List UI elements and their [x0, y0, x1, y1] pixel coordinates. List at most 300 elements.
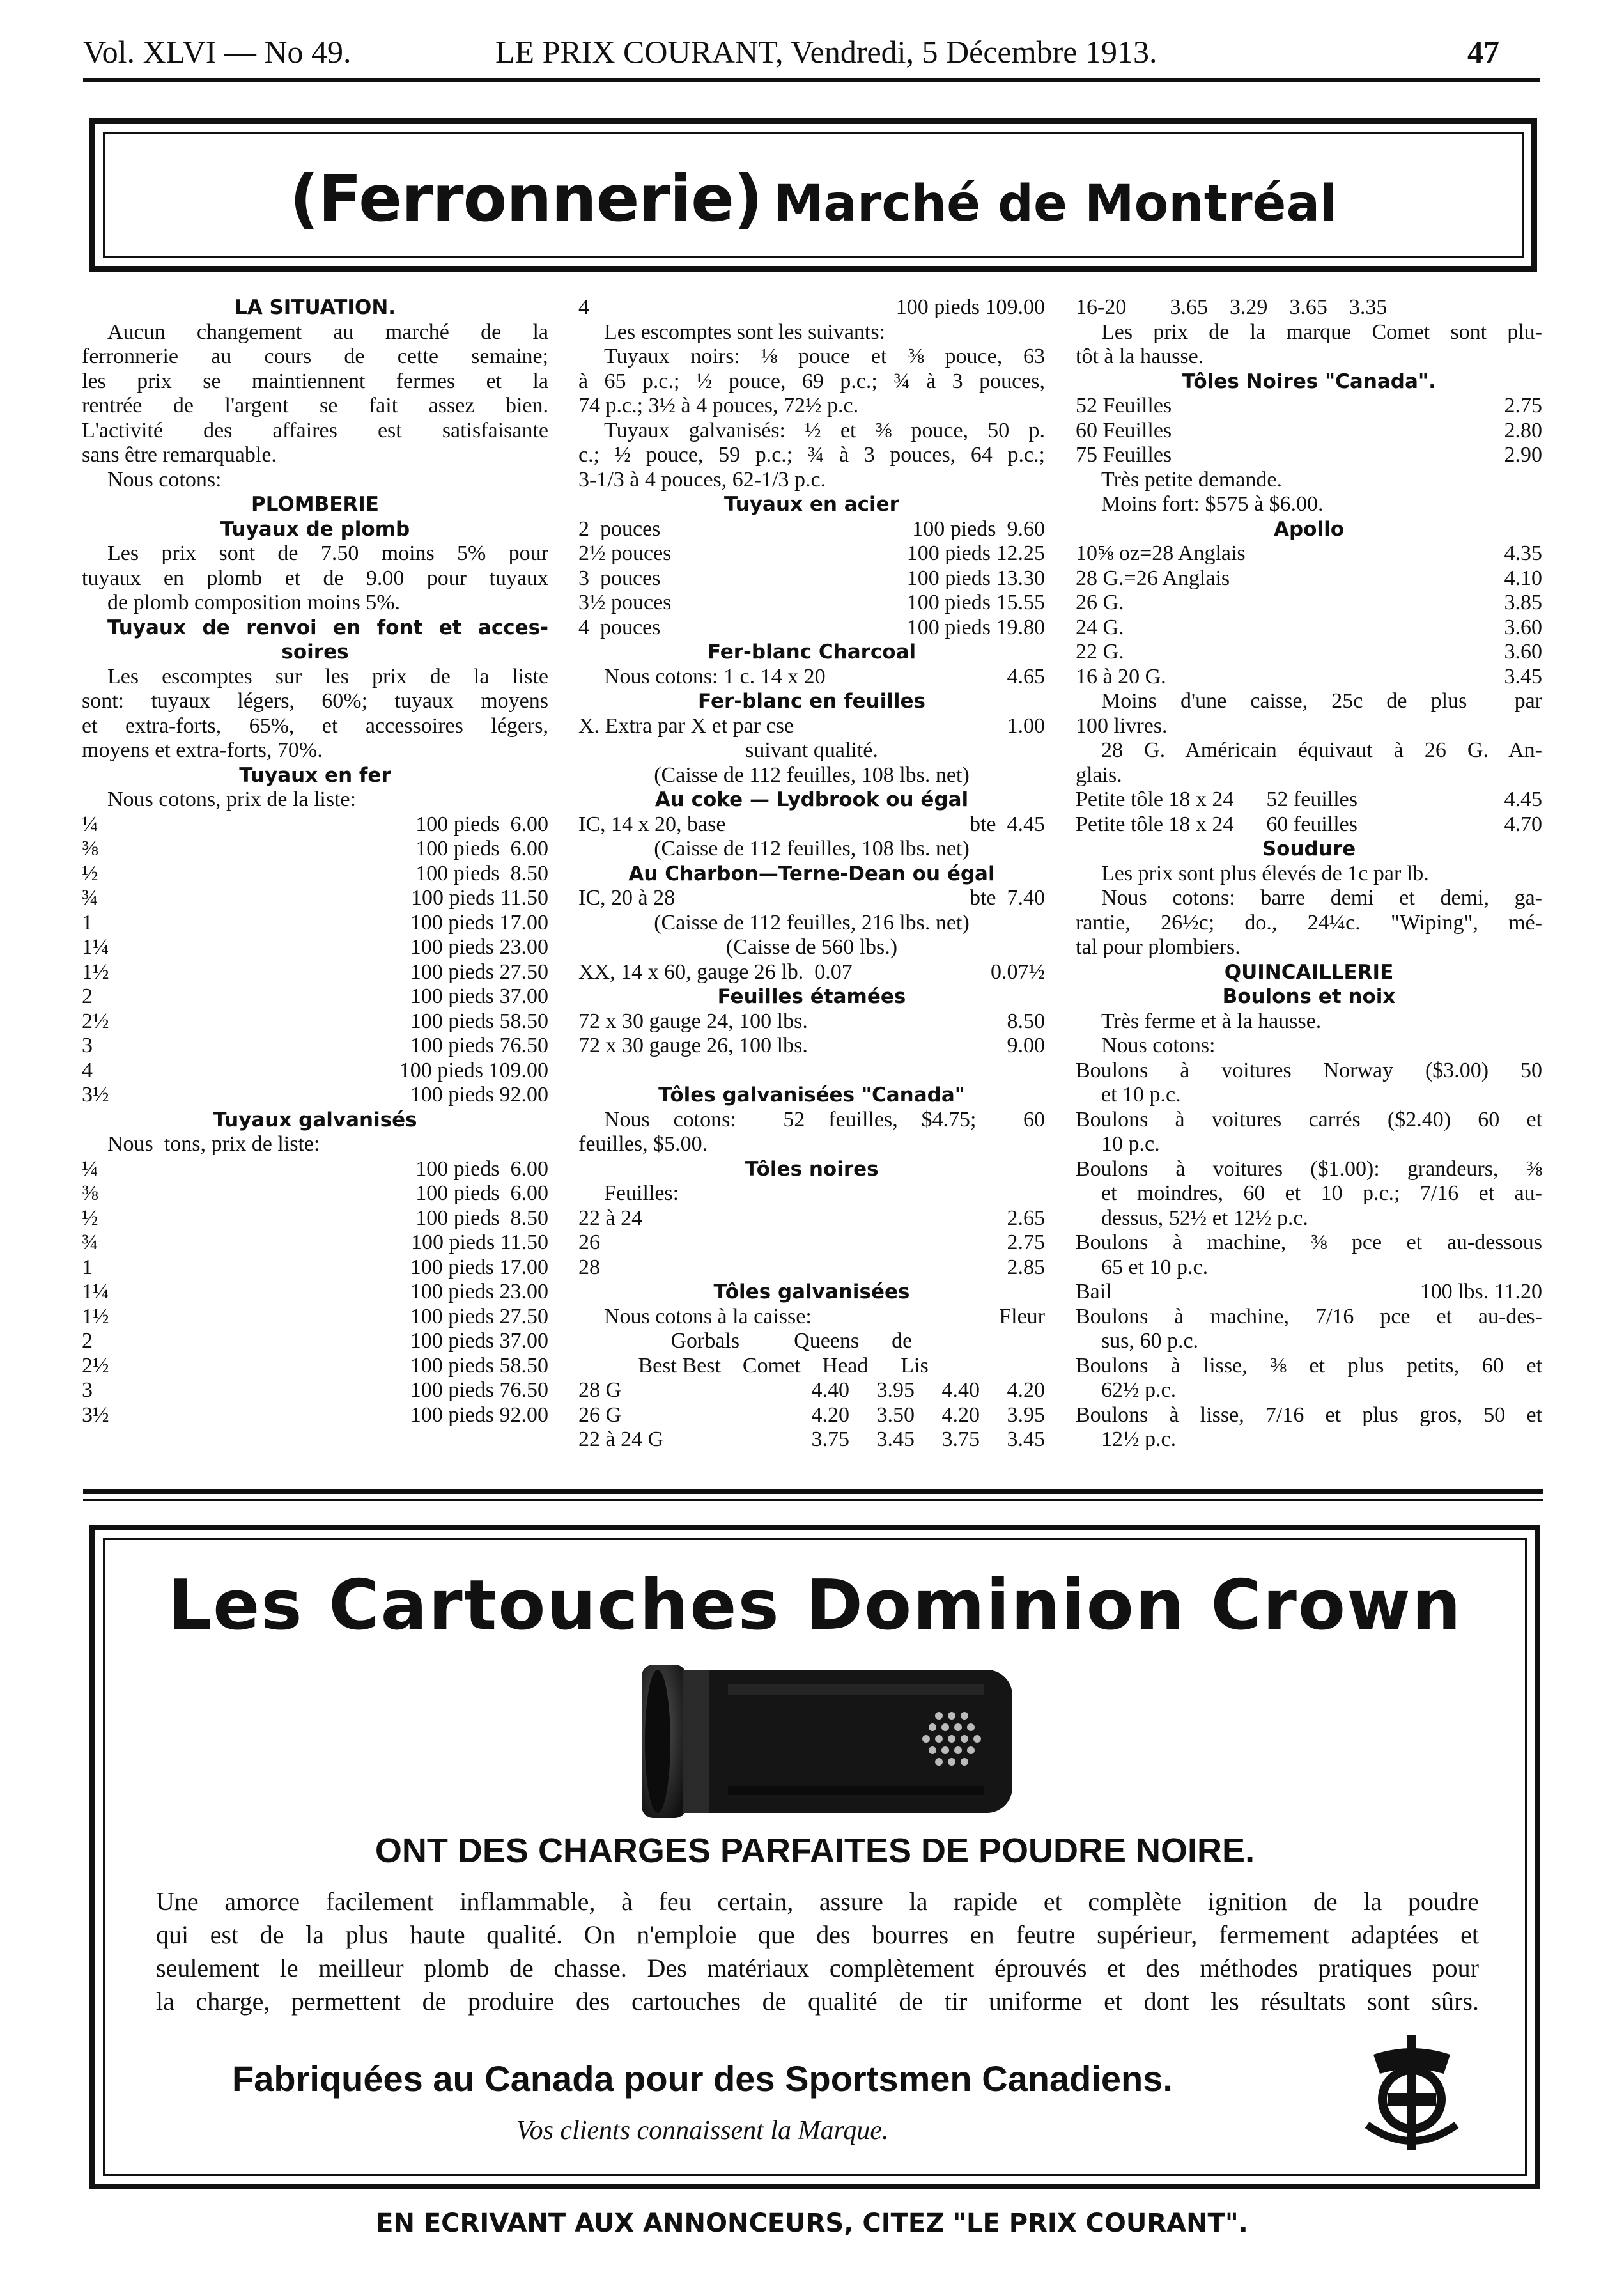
text-line — [578, 1206, 1045, 1231]
price-value: 100 pieds 37.00 — [410, 984, 548, 1008]
text-line — [1076, 837, 1542, 862]
line-text: Fer-blanc en feuilles — [698, 690, 925, 713]
line-text: 65 et 10 p.c. — [1101, 1255, 1209, 1279]
text-line — [82, 862, 548, 887]
text-line — [82, 1009, 548, 1034]
text-line — [1076, 1305, 1542, 1330]
text-line — [1076, 1403, 1542, 1428]
price-value: 100 pieds 58.50 — [410, 1353, 548, 1378]
text-line — [578, 714, 1045, 739]
text-line — [1076, 714, 1542, 739]
line-text: de plomb composition moins 5%. — [107, 591, 401, 614]
line-text: 28 G.=26 Anglais — [1076, 566, 1230, 590]
line-text: 16 à 20 G. — [1076, 664, 1166, 688]
text-line — [1076, 788, 1542, 813]
line-text: Les prix de la marque Comet sont plu- — [1101, 320, 1542, 344]
price-value: 100 pieds 6.00 — [415, 1181, 548, 1205]
text-line — [82, 541, 548, 566]
line-text: Tuyaux en acier — [724, 493, 899, 516]
price-value: 100 pieds 11.50 — [410, 1231, 548, 1254]
text-line — [1076, 1280, 1542, 1305]
text-line — [1076, 320, 1542, 345]
text-line — [82, 738, 548, 763]
line-text: Feuilles: — [604, 1181, 679, 1205]
price-value: 100 pieds 8.50 — [415, 1206, 548, 1230]
text-line — [578, 443, 1045, 468]
text-line — [1076, 616, 1542, 641]
text-line — [82, 1231, 548, 1256]
line-text: (Caisse de 560 lbs.) — [725, 935, 898, 959]
line-text: Très petite demande. — [1101, 467, 1282, 492]
price-value: 100 pieds 17.00 — [410, 910, 548, 935]
text-line — [578, 911, 1045, 936]
text-line — [1076, 394, 1542, 419]
text-line — [578, 1108, 1045, 1133]
text-line — [578, 813, 1045, 837]
price-value: Fleur — [999, 1304, 1045, 1328]
price-value: 100 pieds 13.30 — [906, 566, 1045, 590]
line-text: rantie, 26½c; do., 24¼c. "Wiping", mé- — [1076, 910, 1542, 935]
line-text: 4 — [82, 1058, 93, 1082]
text-line — [82, 394, 548, 419]
text-line — [1076, 1206, 1542, 1231]
line-text: (Caisse de 112 feuilles, 108 lbs. net) — [654, 763, 970, 787]
text-line — [1076, 1108, 1542, 1133]
line-text: 60 Feuilles — [1076, 418, 1172, 442]
price-value: 100 pieds 11.50 — [410, 886, 548, 910]
line-text: Moins fort: $575 à $6.00. — [1101, 492, 1324, 516]
text-line — [82, 1181, 548, 1206]
price-value: 100 pieds 17.00 — [410, 1255, 548, 1279]
line-text: Tôles Noires "Canada". — [1182, 369, 1436, 393]
line-text: 10 p.c. — [1101, 1132, 1160, 1156]
line-text: ⅜ — [82, 837, 98, 860]
text-line — [578, 1329, 1045, 1354]
price-value: 3.60 — [1504, 615, 1542, 639]
price-value: 100 lbs. 11.20 — [1419, 1280, 1542, 1303]
text-line — [82, 566, 548, 591]
text-line — [1076, 960, 1542, 985]
header-rule — [83, 78, 1540, 82]
price-value: 3.85 — [1504, 591, 1542, 614]
section-title-main: (Ferronnerie) — [290, 161, 762, 236]
text-line — [578, 1181, 1045, 1206]
text-line — [82, 813, 548, 837]
price-value: 9.00 — [1007, 1034, 1045, 1057]
line-text: 4 — [578, 295, 589, 319]
price-value: 2.65 — [1007, 1206, 1045, 1230]
text-line — [82, 763, 548, 788]
line-text: (Caisse de 112 feuilles, 216 lbs. net) — [654, 910, 970, 935]
text-line — [82, 320, 548, 345]
text-line — [578, 345, 1045, 369]
text-line — [578, 862, 1045, 887]
price-value: 100 pieds 6.00 — [415, 1156, 548, 1181]
line-text: Boulons à voitures carrés ($2.40) 60 et — [1076, 1107, 1542, 1131]
text-line — [578, 566, 1045, 591]
column-left — [82, 295, 548, 1427]
line-text: suivant qualité. — [745, 738, 878, 762]
text-line — [1076, 345, 1542, 369]
text-line — [578, 665, 1045, 690]
line-text: Boulons à lisse, 7/16 et plus gros, 50 et — [1076, 1403, 1542, 1427]
text-line — [1076, 689, 1542, 714]
line-text: Tuyaux noirs: ⅛ pouce et ⅜ pouce, 63 — [604, 345, 1045, 368]
price-value: 100 pieds 23.00 — [410, 1280, 548, 1303]
line-text: ¼ — [82, 1156, 98, 1181]
text-line — [1076, 665, 1542, 690]
line-text: LA SITUATION. — [234, 296, 396, 319]
text-line — [578, 1378, 1045, 1403]
line-text: Tôles galvanisées "Canada" — [658, 1084, 965, 1107]
text-line — [82, 935, 548, 960]
ad-tagline: Fabriquées au Canada pour des Sportsmen Canadiens. — [232, 2058, 1173, 2099]
price-value: 4.35 — [1504, 541, 1542, 565]
line-text: 2½ — [82, 1353, 109, 1378]
line-text: rentrée de l'argent se fait assez bien. — [82, 394, 548, 417]
line-text: QUINCAILLERIE — [1224, 960, 1394, 984]
line-text: 2 pouces — [578, 517, 661, 541]
text-line — [82, 369, 548, 394]
text-line — [578, 1427, 1045, 1452]
line-text: tôt à la hausse. — [1076, 345, 1204, 368]
line-text: 1 — [82, 1255, 93, 1279]
price-value: 4.10 — [1504, 566, 1542, 590]
line-text: Petite tôle 18 x 24 52 feuilles — [1076, 788, 1357, 811]
price-value: 100 pieds 6.00 — [415, 812, 548, 836]
text-line — [578, 738, 1045, 763]
line-text: Boulons à machine, 7/16 pce et au-des- — [1076, 1304, 1542, 1328]
text-line — [82, 1378, 548, 1403]
line-text: Apollo — [1273, 517, 1345, 541]
text-line — [578, 320, 1045, 345]
line-text: Nous cotons: — [107, 467, 222, 492]
text-line — [578, 640, 1045, 665]
line-text: 2 — [82, 1329, 93, 1353]
text-line — [578, 419, 1045, 444]
line-text: Nous cotons à la caisse: — [604, 1304, 812, 1328]
price-value: 100 pieds 12.25 — [906, 541, 1045, 565]
text-line — [82, 1108, 548, 1133]
text-line — [1076, 1256, 1542, 1280]
text-line — [1076, 1329, 1542, 1354]
text-line — [82, 1280, 548, 1305]
text-line — [578, 1403, 1045, 1428]
line-text: Nous cotons: 1 c. 14 x 20 — [604, 664, 826, 688]
column-middle — [578, 295, 1045, 1452]
text-line — [578, 591, 1045, 616]
line-text: Boulons à voitures ($1.00): grandeurs, ⅜ — [1076, 1156, 1542, 1181]
price-value: 4.20 3.50 4.20 3.95 — [811, 1403, 1045, 1427]
page-number: 47 — [1467, 34, 1499, 70]
line-text: ½ — [82, 1206, 98, 1230]
journal-dateline: LE PRIX COURANT, Vendredi, 5 Décembre 1913. — [495, 34, 1157, 70]
line-text: ½ — [82, 861, 98, 885]
text-line — [82, 665, 548, 690]
text-line — [82, 295, 548, 320]
line-text: 4 pouces — [578, 615, 661, 639]
line-text: PLOMBERIE — [251, 493, 379, 516]
price-value: 4.40 3.95 4.40 4.20 — [811, 1378, 1045, 1402]
line-text: 28 G. Américain équivaut à 26 G. An- — [1101, 738, 1542, 762]
text-line — [1076, 813, 1542, 837]
line-text: 62½ p.c. — [1101, 1378, 1177, 1402]
line-text: Feuilles étamées — [717, 985, 906, 1008]
text-line — [82, 886, 548, 911]
line-text: Tuyaux de plomb — [220, 517, 410, 541]
line-text: Boulons et noix — [1222, 985, 1396, 1008]
text-line — [578, 1132, 1045, 1157]
section-banner — [89, 118, 1537, 272]
text-line — [1076, 1378, 1542, 1403]
text-line — [578, 295, 1045, 320]
price-value: 3.75 3.45 3.75 3.45 — [811, 1427, 1045, 1451]
text-line — [1076, 738, 1542, 763]
text-line — [578, 1009, 1045, 1034]
text-line — [1076, 1427, 1542, 1452]
line-text: glais. — [1076, 763, 1122, 787]
price-value: bte 4.45 — [969, 812, 1045, 836]
text-line — [1076, 369, 1542, 394]
price-value: 3.60 — [1504, 640, 1542, 664]
line-text: Tôles galvanisées — [713, 1280, 910, 1303]
ad-subtitle: ONT DES CHARGES PARFAITES DE POUDRE NOIRE. — [375, 1831, 1255, 1870]
ad-body-line: qui est de la plus haute qualité. On n'emploie que des bourres en feutre supérieur, fermement adaptées et — [156, 1920, 1479, 1949]
text-line — [82, 616, 548, 641]
text-line — [82, 345, 548, 369]
text-line — [1076, 1231, 1542, 1256]
text-line — [578, 935, 1045, 960]
price-value: 100 pieds 76.50 — [410, 1034, 548, 1057]
price-value: 100 pieds 15.55 — [906, 591, 1045, 614]
text-line — [1076, 1009, 1542, 1034]
text-line — [82, 1083, 548, 1108]
line-text: 3½ — [82, 1083, 109, 1107]
price-value: 4.45 — [1504, 788, 1542, 811]
line-text: 22 à 24 — [578, 1206, 643, 1230]
line-text: Soudure — [1262, 837, 1356, 860]
price-value: 0.07½ — [991, 960, 1045, 984]
text-line — [82, 419, 548, 444]
text-line — [1076, 886, 1542, 911]
line-text: 16-20 3.65 3.29 3.65 3.35 — [1076, 295, 1388, 319]
price-value: 100 pieds 27.50 — [410, 1304, 548, 1328]
line-text: Aucun changement au marché de la — [107, 320, 548, 344]
text-line — [578, 1231, 1045, 1256]
line-text: Boulons à lisse, ⅜ et plus petits, 60 et — [1076, 1353, 1542, 1378]
text-line — [1076, 763, 1542, 788]
price-value: 100 pieds 58.50 — [410, 1009, 548, 1033]
section-title-sub: Marché de Montréal — [773, 175, 1337, 233]
text-line — [1076, 1157, 1542, 1182]
line-text: 2½ pouces — [578, 541, 672, 565]
price-value: 100 pieds 23.00 — [410, 935, 548, 959]
line-text: Gorbals Queens de — [578, 1329, 913, 1353]
footer-notice: EN ECRIVANT AUX ANNONCEURS, CITEZ "LE PRIX COURANT". — [376, 2209, 1248, 2238]
text-line — [1076, 1059, 1542, 1084]
text-line — [578, 886, 1045, 911]
line-text: Tuyaux en fer — [239, 763, 391, 787]
text-line — [1076, 468, 1542, 493]
text-line — [82, 960, 548, 985]
price-value: 100 pieds 8.50 — [415, 861, 548, 885]
line-text: soires — [281, 641, 349, 664]
text-line — [578, 1059, 1045, 1084]
text-line — [82, 689, 548, 714]
section-title — [95, 161, 1531, 236]
text-line — [1076, 1181, 1542, 1206]
text-line — [1076, 517, 1542, 542]
text-line — [1076, 443, 1542, 468]
line-text: c.; ½ pouce, 59 p.c.; ¾ à 3 pouces, 64 p.c.; — [578, 443, 1045, 467]
price-value: 100 pieds 37.00 — [410, 1329, 548, 1353]
line-text: Tuyaux galvanisés — [213, 1108, 417, 1131]
line-text: 100 livres. — [1076, 713, 1168, 738]
line-text: sans être remarquable. — [82, 443, 277, 467]
line-text: ferronnerie au cours de cette semaine; — [82, 345, 548, 368]
text-line — [578, 763, 1045, 788]
line-text: Tuyaux de renvoi en font et acces- — [107, 616, 548, 639]
text-line — [1076, 935, 1542, 960]
line-text: tal pour plombiers. — [1076, 935, 1241, 959]
line-text: 1 — [82, 910, 93, 935]
text-line — [82, 1305, 548, 1330]
price-value: 100 pieds 19.80 — [906, 615, 1045, 639]
text-line — [578, 837, 1045, 862]
line-text: Tuyaux galvanisés: ½ et ⅜ pouce, 50 p. — [604, 418, 1045, 442]
price-value: 100 pieds 27.50 — [410, 960, 548, 984]
line-text: XX, 14 x 60, gauge 26 lb. 0.07 — [578, 960, 853, 984]
line-text: ¾ — [82, 1231, 98, 1254]
line-text: Les prix sont plus élevés de 1c par lb. — [1101, 861, 1429, 885]
text-line — [82, 714, 548, 739]
text-line — [82, 468, 548, 493]
text-line — [82, 837, 548, 862]
text-line — [578, 689, 1045, 714]
line-text: moyens et extra-forts, 70%. — [82, 738, 323, 762]
line-text: 26 G. — [1076, 591, 1124, 614]
text-line — [82, 1034, 548, 1059]
line-text: tuyaux en plomb et de 9.00 pour tuyaux — [82, 566, 548, 590]
line-text: 3½ pouces — [578, 591, 672, 614]
line-text: et extra-forts, 65%, et accessoires légers, — [82, 713, 548, 738]
text-line — [1076, 541, 1542, 566]
ad-slogan: Vos clients connaissent la Marque. — [516, 2116, 889, 2145]
text-line — [82, 640, 548, 665]
text-line — [578, 468, 1045, 493]
text-line — [82, 1132, 548, 1157]
text-line — [82, 517, 548, 542]
ad-title: Les Cartouches Dominion Crown — [167, 1566, 1462, 1645]
price-value: 2.90 — [1504, 443, 1542, 467]
text-line — [82, 1329, 548, 1354]
text-line — [578, 984, 1045, 1009]
line-text: 22 à 24 G — [578, 1427, 664, 1451]
text-line — [578, 369, 1045, 394]
line-text: Les escomptes sur les prix de la liste — [107, 664, 548, 688]
text-line — [1076, 566, 1542, 591]
line-text: Tôles noires — [745, 1157, 879, 1181]
price-value: 100 pieds 76.50 — [410, 1378, 548, 1402]
line-text: L'activité des affaires est satisfaisante — [82, 418, 548, 442]
price-value: 1.00 — [1007, 713, 1045, 738]
text-line — [82, 1157, 548, 1182]
line-text: Très ferme et à la hausse. — [1101, 1009, 1322, 1033]
line-text: 1½ — [82, 1304, 109, 1328]
text-line — [1076, 862, 1542, 887]
text-line — [1076, 591, 1542, 616]
text-line — [82, 443, 548, 468]
text-line — [1076, 640, 1542, 665]
text-line — [82, 984, 548, 1009]
text-line — [1076, 1034, 1542, 1059]
line-text: à 65 p.c.; ½ pouce, 69 p.c.; ¾ à 3 pouces, — [578, 369, 1045, 393]
ad-body — [156, 1885, 1479, 2018]
line-text: sus, 60 p.c. — [1101, 1329, 1199, 1353]
text-line — [578, 541, 1045, 566]
line-text: 26 — [578, 1231, 600, 1254]
advertisement — [89, 1525, 1540, 2189]
line-text: ¾ — [82, 886, 98, 910]
text-line — [1076, 984, 1542, 1009]
text-line — [82, 1403, 548, 1428]
price-value: 100 pieds 6.00 — [415, 837, 548, 860]
line-text: Bail — [1076, 1280, 1112, 1303]
line-text: et 10 p.c. — [1101, 1083, 1181, 1107]
line-text: Nous cotons, prix de la liste: — [107, 788, 357, 811]
price-value: 4.65 — [1007, 664, 1045, 688]
text-line — [82, 788, 548, 813]
price-value: bte 7.40 — [969, 886, 1045, 910]
section-end-rule-thin — [83, 1499, 1543, 1501]
price-value: 8.50 — [1007, 1009, 1045, 1033]
text-line — [578, 788, 1045, 813]
text-line — [82, 1206, 548, 1231]
text-line — [1076, 492, 1542, 517]
line-text: X. Extra par X et par cse — [578, 713, 794, 738]
line-text: 2½ — [82, 1009, 109, 1033]
dominion-logo-icon — [1348, 2029, 1476, 2157]
text-line — [578, 492, 1045, 517]
line-text: 3 pouces — [578, 566, 661, 590]
line-text: 10⅝ oz=28 Anglais — [1076, 541, 1246, 565]
line-text: 3-1/3 à 4 pouces, 62-1/3 p.c. — [578, 467, 826, 492]
text-line — [82, 1256, 548, 1280]
line-text: Boulons à machine, ⅜ pce et au-dessous — [1076, 1231, 1542, 1254]
text-line — [578, 394, 1045, 419]
text-line — [578, 1083, 1045, 1108]
text-line — [578, 960, 1045, 985]
text-line — [1076, 1354, 1542, 1379]
text-line — [578, 1157, 1045, 1182]
line-text: 52 Feuilles — [1076, 394, 1172, 417]
line-text: dessus, 52½ et 12½ p.c. — [1101, 1206, 1308, 1230]
line-text: 74 p.c.; 3½ à 4 pouces, 72½ p.c. — [578, 394, 859, 417]
line-text: feuilles, $5.00. — [578, 1132, 708, 1156]
line-text: 72 x 30 gauge 24, 100 lbs. — [578, 1009, 808, 1033]
line-text: Moins d'une caisse, 25c de plus par — [1101, 689, 1542, 713]
price-value: 2.75 — [1504, 394, 1542, 417]
line-text: 1¼ — [82, 1280, 109, 1303]
line-text: 72 x 30 gauge 26, 100 lbs. — [578, 1034, 808, 1057]
text-line — [578, 517, 1045, 542]
price-value: 100 pieds 109.00 — [399, 1058, 548, 1082]
line-text: 28 — [578, 1255, 600, 1279]
line-text: Nous cotons: barre demi et demi, ga- — [1101, 886, 1542, 910]
volume-number: Vol. XLVI — No 49. — [83, 34, 352, 70]
price-value: 2.85 — [1007, 1255, 1045, 1279]
line-text: 24 G. — [1076, 615, 1124, 639]
